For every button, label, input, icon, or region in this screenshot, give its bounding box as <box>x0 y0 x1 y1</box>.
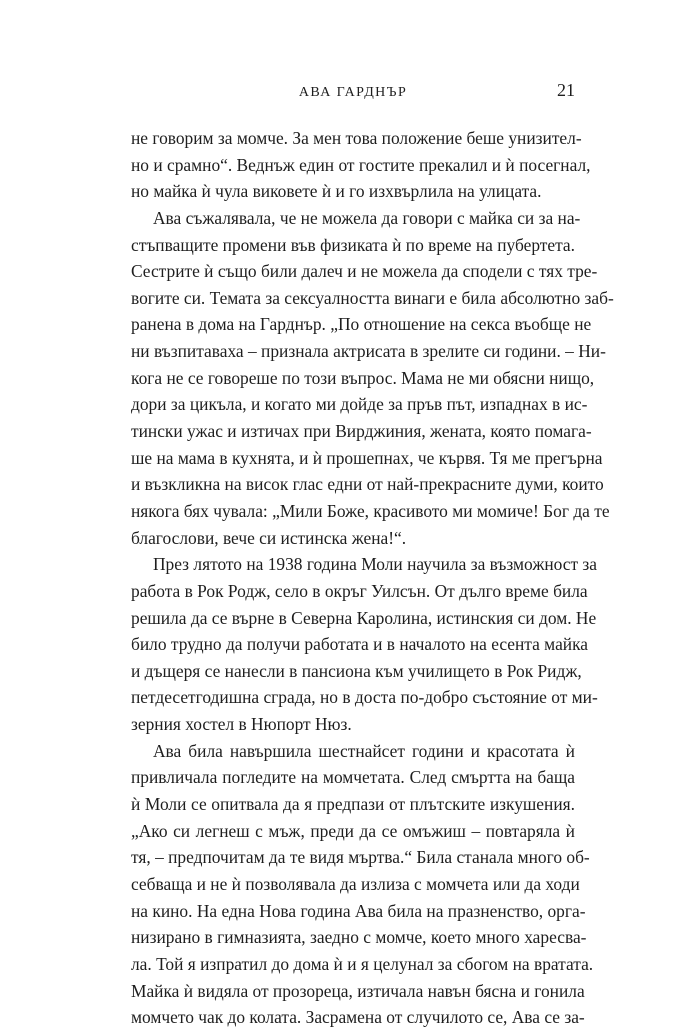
text-line: „Ако си легнеш с мъж, преди да се омъжиш – повтаряла ѝ <box>131 820 575 841</box>
text-line: благослови, вече си истинска жена!“. <box>131 527 407 548</box>
text-line: Сестрите ѝ също били далеч и не можела да сподели с тях тре- <box>131 261 598 282</box>
text-line: било трудно да получи работата и в началото на есента майка <box>131 634 588 655</box>
text-line: ни възпитаваха – признала актрисата в зрелите си години. – Ни- <box>131 341 606 362</box>
text-line: Ава била навършила шестнайсет години и красотата ѝ <box>153 740 575 761</box>
text-line: ѝ Моли се опитвала да я предпази от плътските изкушения. <box>131 794 575 815</box>
text-line: работа в Рок Родж, село в окръг Уилсън. От дълго време била <box>131 580 588 601</box>
text-line: себваща и не ѝ позволявала да излиза с момчета или да ходи <box>131 873 580 894</box>
text-line: не говорим за момче. За мен това положение беше унизител- <box>131 128 582 148</box>
text-line: ранена в дома на Гарднър. „По отношение на секса въобще не <box>131 314 592 335</box>
page-number: 21 <box>557 80 575 100</box>
text-line: петдесетгодишна сграда, но в доста по-добро състояние от ми- <box>131 687 598 708</box>
text-line: Ава съжалявала, че не можела да говори с майка си за на- <box>153 207 581 228</box>
text-line: стъпващите промени във физиката ѝ по време на пубертета. <box>131 234 575 255</box>
text-line: но майка ѝ чула виковете ѝ и го изхвърлила на улицата. <box>131 181 542 202</box>
text-line: решила да се върне в Северна Каролина, истинския си дом. Не <box>131 607 597 628</box>
text-line: момчето чак до колата. Засрамена от случилото се, Ава се за- <box>131 1007 585 1028</box>
text-line: ше на мама в кухнята, и ѝ прошепнах, че кървя. Тя ме прегърна <box>131 447 603 468</box>
body-text <box>131 125 614 1031</box>
text-line: низирано в гимназията, заедно с момче, което много харесва- <box>131 927 587 948</box>
text-line: привличала погледите на момчетата. След смъртта на баща <box>131 767 575 788</box>
text-line: ла. Той я изпратил до дома ѝ и я целунал за сбогом на вратата. <box>131 953 594 974</box>
running-title: АВА ГАРДНЪР <box>298 85 408 100</box>
text-line: тя, – предпочитам да те видя мъртва.“ Била станала много об- <box>131 847 590 868</box>
text-line: и възкликна на висок глас едни от най-прекрасните думи, които <box>131 474 604 495</box>
text-line: кога не се говореше по този въпрос. Мама не ми обясни нищо, <box>131 367 595 388</box>
text-line: дори за цикъла, и когато ми дойде за пръв път, изпаднах в ис- <box>131 394 588 415</box>
text-line: През лятото на 1938 година Моли научила за възможност за <box>153 554 598 575</box>
text-line: тински ужас и изтичах при Вирджиния, жената, която помага- <box>131 421 592 442</box>
text-line: вогите си. Темата за сексуалността винаги е била абсолютно заб- <box>131 287 614 308</box>
text-line: на кино. На една Нова година Ава била на празненство, орга- <box>131 900 586 921</box>
running-head <box>131 82 575 104</box>
text-line: но и срамно“. Веднъж един от гостите прекалил и ѝ посегнал, <box>131 154 591 175</box>
text-line: и дъщеря се нанесли в пансиона към училището в Рок Ридж, <box>131 660 582 681</box>
text-line: Майка ѝ видяла от прозореца, изтичала навън бясна и гонила <box>131 980 585 1001</box>
text-line: някога бях чувала: „Мили Боже, красивото ми момиче! Бог да те <box>131 500 610 521</box>
text-line: зерния хостел в Нюпорт Нюз. <box>131 714 352 735</box>
